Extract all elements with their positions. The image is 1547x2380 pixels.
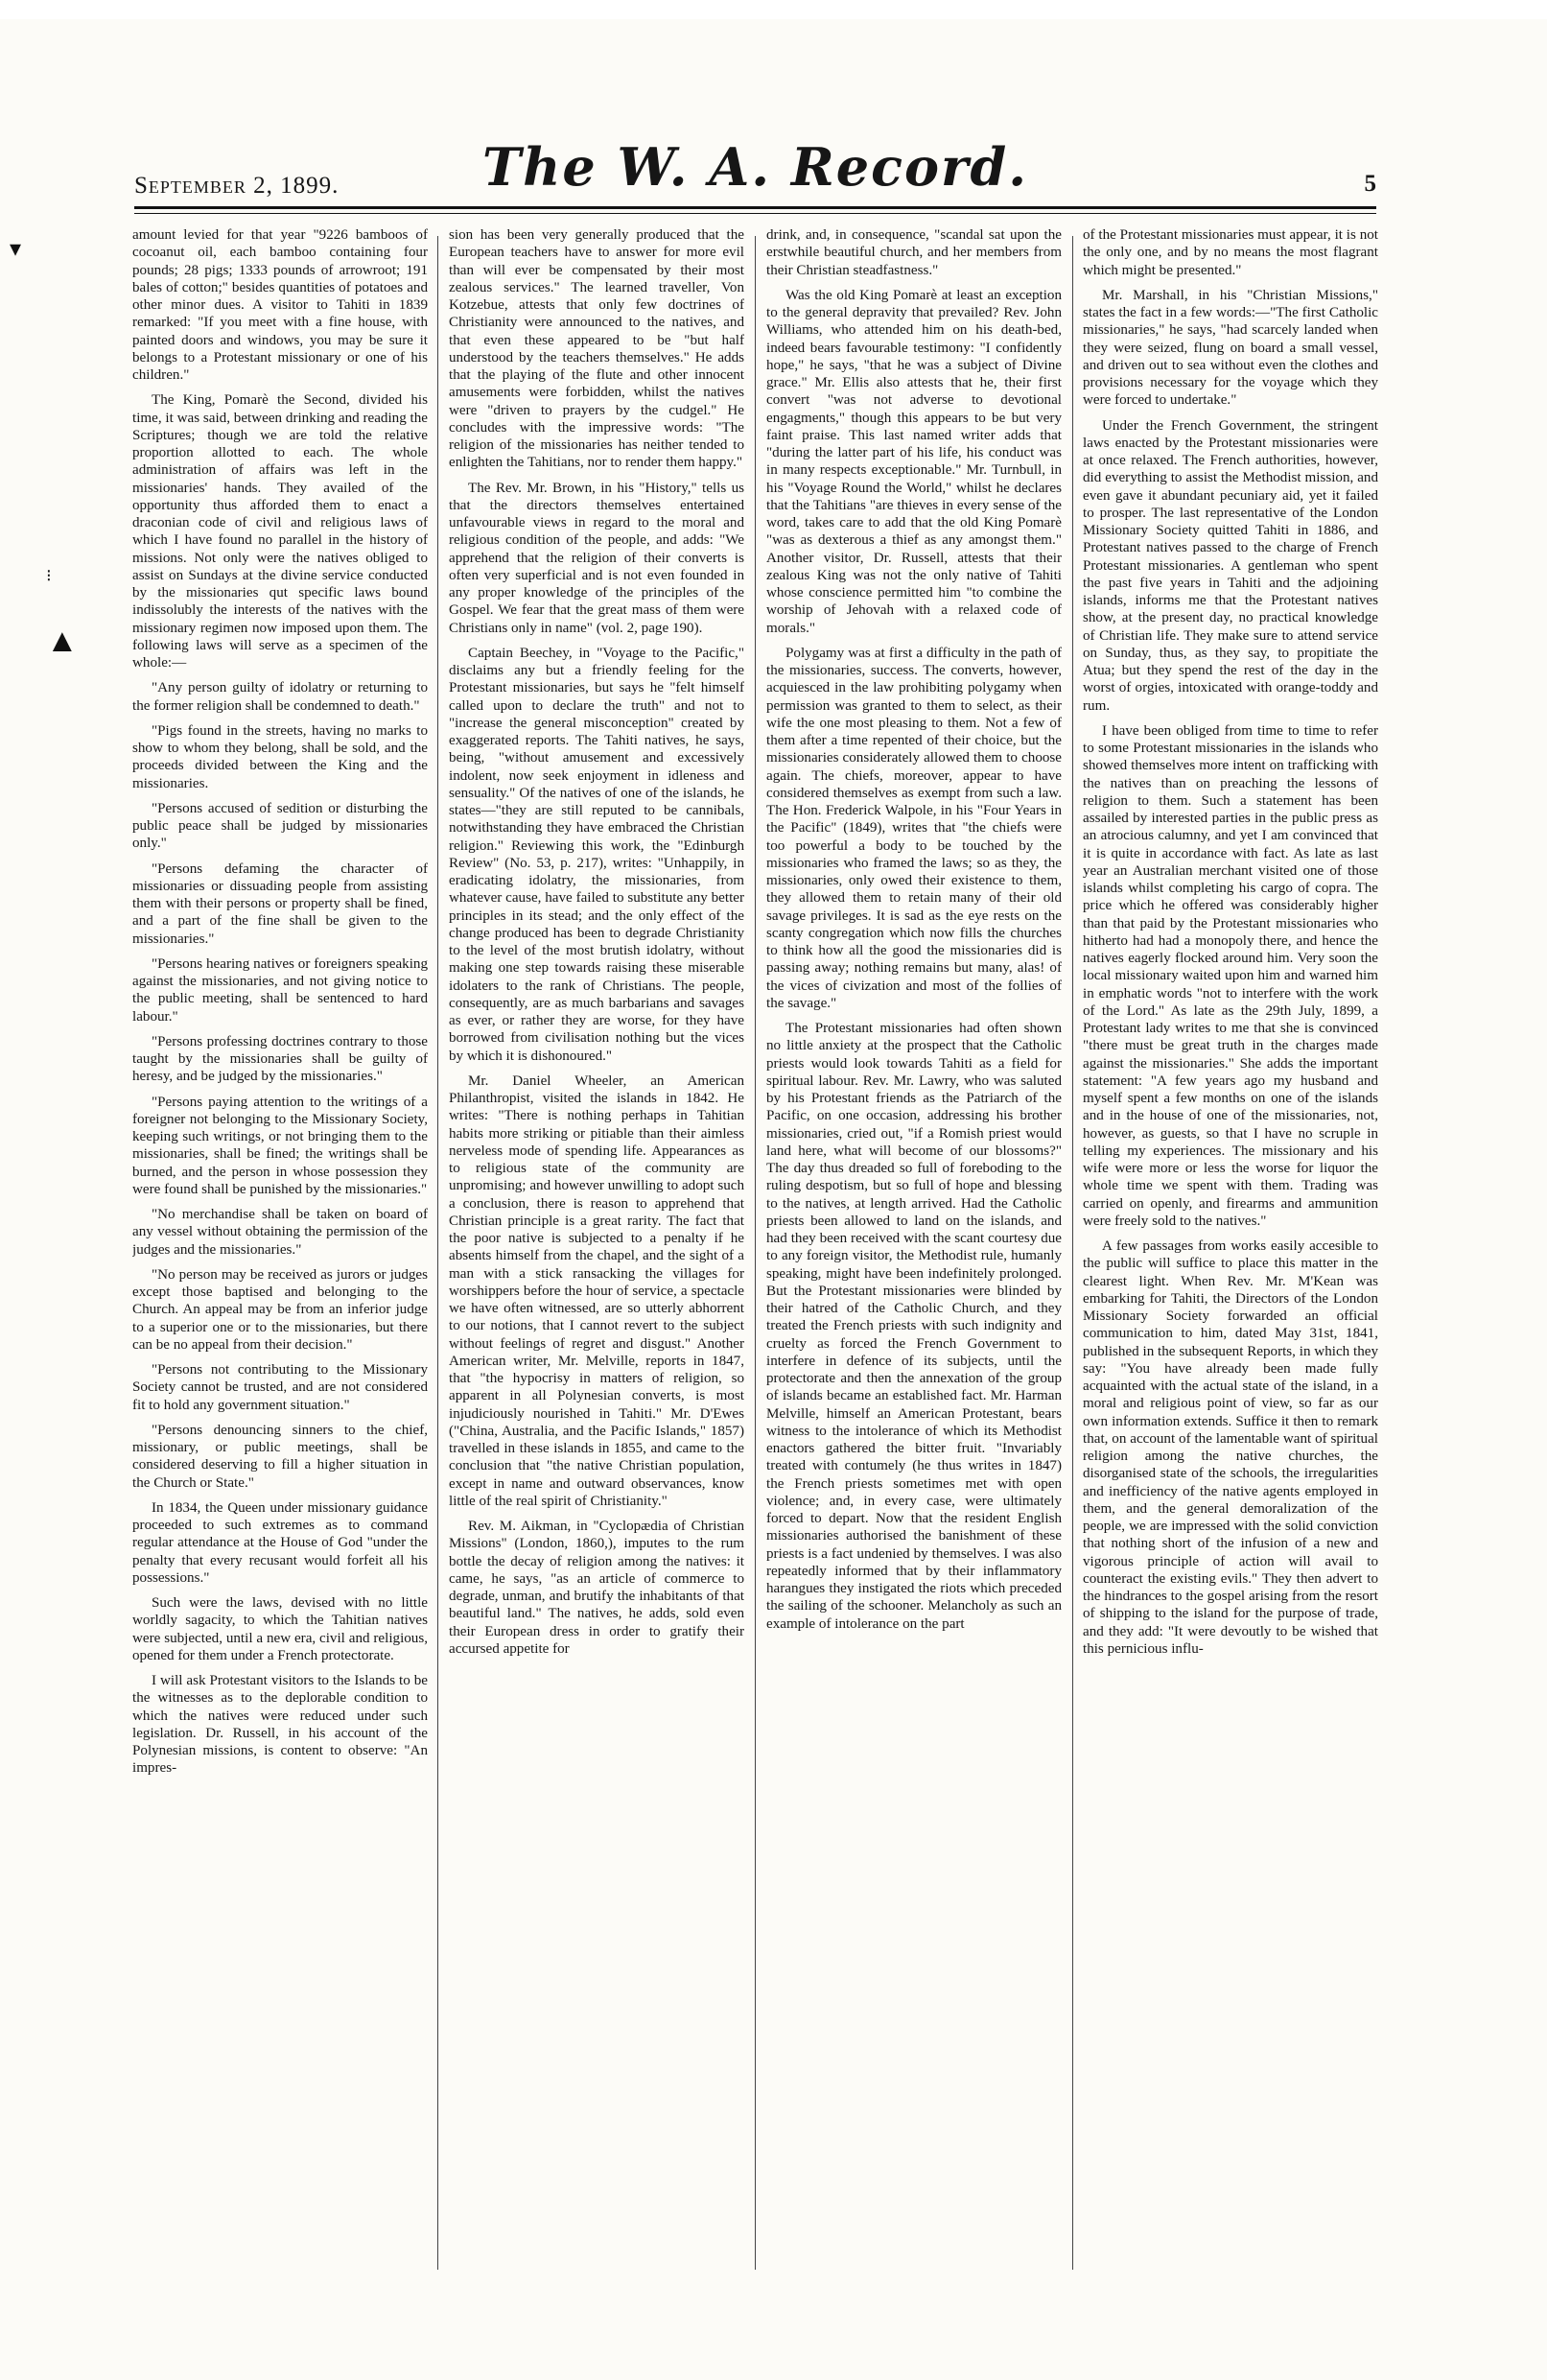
paragraph: In 1834, the Queen under missionary guidance proceeded to such extremes as to command regular attendance at the House of God "under the penalty that every recusant would forfeit all his possessions." xyxy=(132,1499,428,1586)
column-divider xyxy=(755,236,756,2270)
column-divider xyxy=(437,236,438,2270)
column-1 xyxy=(132,226,428,2289)
paragraph: The Rev. Mr. Brown, in his "History," tells us that the directors themselves entertained unfavourable views in regard to the moral and religious condition of the people, and adds: "We apprehend that the religion of their converts is often very superficial and is not even founded in any proper knowledge of the principles of the Gospel. We fear that the great mass of them were Christians only in name" (vol. 2, page 190). xyxy=(449,480,744,636)
paragraph: I will ask Protestant visitors to the Islands to be the witnesses as to the deplorable condition to which the natives were reduced under such legislation. Dr. Russell, in his account of the Polynesian missions, is content to observe: "An impres- xyxy=(132,1673,428,1777)
paragraph: The Protestant missionaries had often shown no little anxiety at the prospect that the Catholic priests would look towards Tahiti as a field for spiritual labour. Rev. Mr. Lawry, who was saluted by his Protestant friends as the Patriarch of the Pacific, on one occasion, addressing his brother missionaries, cried out, "if a Romish priest would land here, what will become of our blossoms?" The day thus dreaded so full of foreboding to the ruling despotism, but so full of hope and blessing to the natives, at length arrived. Had the Catholic priests been allowed to land on the islands, and had they been received with the scant courtesy due to any foreign visitor, the Methodist rule, humanly speaking, might have been indefinitely prolonged. But the Protestant missionaries were blinded by their hatred of the Catholic Church, and they treated the French priests with such indignity and cruelty as forced the French Government to interfere in defence of its subjects, until the protectorate and then the annexation of the group of islands became an established fact. Mr. Harman Melville, himself an American Protestant, bears witness to the intolerance of which its Methodist enactors gathered the bitter fruit. "Invariably treated with contumely (he thus writes in 1847) the French priests sometimes met with open violence; and, in every case, were ultimately forced to depart. Now that the resident English missionaries authorised the banishment of these priests is a fact undenied by themselves. I was also repeatedly informed that by their inflammatory harangues they instigated the riots which preceded the sailing of the schooner. Melancholy as such an example of intolerance on the part xyxy=(766,1021,1062,1632)
paragraph: "Persons paying attention to the writings of a foreigner not belonging to the Missionary Society, keeping such writings, or not bringing them to the missionaries, shall be fined; the writings shall be burned, and the person in whose possession they were found shall be punished by the missionaries." xyxy=(132,1094,428,1197)
column-divider xyxy=(1072,236,1073,2270)
paragraph: Such were the laws, devised with no little worldly sagacity, to which the Tahitian natives were subjected, until a new era, civil and religious, opened for them under a French protectorate. xyxy=(132,1595,428,1663)
paragraph: A few passages from works easily accesible to the public will suffice to place this matter in the clearest light. When Rev. Mr. M'Kean was embarking for Tahiti, the Directors of the London Missionary Society forwarded an official communication to him, dated May 31st, 1841, published in the subsequent Reports, in which they say: "You have already been made fully acquainted with the actual state of the island, in a moral and religious point of view, so far as our own information extends. Suffice it then to remark that, on account of the lamentable want of spiritual religion among the native churches, the disorganised state of the schools, the irregularities and inefficiency of the native agents employed in them, and the general demoralization of the people, we are impressed with the solid conviction that nothing short of the infusion of a new and vigorous principle of action will avail to counteract the existing evils." They then advert to the hindrances to the gospel arising from the resort of shipping to the island for the purpose of trade, and they add: "It were devoutly to be wished that this pernicious influ- xyxy=(1083,1238,1378,1657)
paragraph: Captain Beechey, in "Voyage to the Pacific," disclaims any but a friendly feeling for the Protestant missionaries, but says he "felt himself called upon to declare the truth" and not to "increase the general misconception" created by exaggerated reports. The Tahiti natives, he says, being, "without amusement and excessively indolent, now seek enjoyment in idleness and sensuality." Of the natives of one of the islands, he states—"they are still reputed to be cannibals, notwithstanding they have embraced the Christian religion." Reviewing this work, the "Edinburgh Review" (No. 53, p. 217), writes: "Unhappily, in eradicating idolatry, the missionaries, from whatever cause, have failed to substitute any better principles in its stead; and the only effect of the change produced has been to degrade Christianity to the level of the most brutish idolatry, without making one step towards raising these miserable idolaters to the rank of Christians. The people, consequently, are as much barbarians and savages as ever, or rather they are worse, for they have borrowed from civilisation nothing but the vices by which it is dishonoured." xyxy=(449,645,744,1064)
page-top-margin xyxy=(0,0,1547,19)
column-4 xyxy=(1083,226,1378,2289)
paragraph: Was the old King Pomarè at least an exception to the general depravity that prevailed? Rev. John Williams, who attended him on his death-bed, indeed bears favourable testimony: "I confidently hope," he says, "that he was a subject of Divine grace." Mr. Ellis also attests that he, their first convert "was not adverse to devotional engagments," though this appears to be but very faint praise. This last named writer adds that "during the latter part of his life, his conduct was in many respects exceptionable." Mr. Turnbull, in his "Voyage Round the World," whilst he declares that the Tahitians "are thieves in every sense of the word, takes care to add that the old King Pomarè "was as dexterous a thief as any amongst them." Another visitor, Dr. Russell, attests that their zealous King was not the only native of Tahiti whose conscience permitted him "to combine the worship of Jehovah with a relaxed code of morals." xyxy=(766,287,1062,636)
article-columns xyxy=(132,226,1379,2289)
paragraph: Mr. Daniel Wheeler, an American Philanthropist, visited the islands in 1842. He writes: "There is nothing perhaps in Tahitian habits more striking or pitiable than their aimless nerveless mode of spending life. Appearances as to religious state of the community are unpromising; and however unwilling to adopt such a conclusion, there is reason to apprehend that Christian principle is a great rarity. The fact that the poor native is subjected to a penalty if he absents himself from the chapel, and the sight of a man with a stick ransacking the villages for worshippers before the hour of service, a spectacle we have often witnessed, are so utterly abhorrent to our notions, that I cannot revert to the subject without feelings of regret and disgust." Another American writer, Mr. Melville, reports in 1847, that "the hypocrisy in matters of religion, so apparent in all Polynesian converts, is most injudiciously nourished in Tahiti." Mr. D'Ewes ("China, Australia, and the Pacific Islands," 1857) travelled in these islands in 1855, and came to the conclusion that "the native Christian population, except in name and outward observances, know little of the real spirit of Christianity." xyxy=(449,1072,744,1509)
header-rule xyxy=(134,206,1376,209)
masthead-title: The W. A. Record. xyxy=(481,136,1029,198)
paragraph: "Persons accused of sedition or disturbing the public peace shall be judged by missionaries only." xyxy=(132,800,428,852)
paragraph: "Persons professing doctrines contrary to those taught by the missionaries shall be guilty of heresy, and be judged by the missionaries." xyxy=(132,1033,428,1085)
margin-mark: ▲ xyxy=(46,624,79,659)
paragraph: "No person may be received as jurors or judges except those baptised and belonging to the Church. An appeal may be from an inferior judge to a superior one or to the missionaries, but there can be no appeal from their decision." xyxy=(132,1266,428,1353)
margin-mark: ⁝ xyxy=(46,566,52,585)
paragraph: "Persons not contributing to the Missionary Society cannot be trusted, and are not considered fit to hold any government situation." xyxy=(132,1362,428,1413)
paragraph: Rev. M. Aikman, in "Cyclopædia of Christian Missions" (London, 1860,), imputes to the rum bottle the decay of religion among the natives: it came, he says, "as an article of commerce to degrade, unman, and brutify the inhabitants of that beautiful land." The natives, he adds, sold even their European dress in order to gratify their accursed appetite for xyxy=(449,1519,744,1657)
paragraph: "Pigs found in the streets, having no marks to show to whom they belong, shall be sold, and the proceeds divided between the King and the missionaries. xyxy=(132,722,428,791)
header-rule-thin xyxy=(134,213,1376,214)
issue-date: September 2, 1899. xyxy=(134,173,340,199)
column-2 xyxy=(449,226,744,2289)
paragraph: Under the French Government, the stringent laws enacted by the Protestant missionaries were at once relaxed. The French authorities, however, did everything to assist the Methodist mission, and even gave it abundant pecuniary aid, yet it failed to prosper. The last representative of the London Missionary Society quitted Tahiti in 1886, and Protestant natives passed to the charge of French Protestant missionaries. A gentleman who spent the past five years in Tahiti and the adjoining islands, informs me that the Protestant natives show, at the present day, no practical knowledge of Christian life. They make sure to attend service on Sunday, thus, as they say, to propitiate the Atua; but they spend the rest of the day in the worst of orgies, intoxicated with orange-toddy and rum. xyxy=(1083,417,1378,714)
paragraph: Polygamy was at first a difficulty in the path of the missionaries, success. The converts, however, acquiesced in the law prohibiting polygamy when permission was granted to them to select, as their wife the one most pleasing to them. Not a few of them after a time repented of their choice, but the missionaries considerately allowed them to choose again. The chiefs, moreover, appear to have considered themselves as exempt from such a law. The Hon. Frederick Walpole, in his "Four Years in the Pacific" (1849), writes that "the chiefs were too powerful a body to be touched by the missionaries who framed the laws; so as they, the missionaries, only owed their existence to them, they allowed them to retain many of their old savage privileges. It is sad as the eye rests on the scanty congregation which now fills the churches to think how all the good the missionaries did is passing away; nothing remains but many, alas! of the vices of civization and most of the follies of the savage." xyxy=(766,645,1062,1011)
paragraph: The King, Pomarè the Second, divided his time, it was said, between drinking and reading the Scriptures; though we are told the relative proportion allotted to each. The whole administration of affairs was left in the missionaries' hands. They availed of the opportunity thus afforded them to enact a draconian code of civil and religious laws of which I have found no parallel in the history of missions. Not only were the natives obliged to assist on Sundays at the divine service conducted by the missionaries qut specific laws bound indissolubly the interests of the natives with the missionary regimen now imposed upon them. The following laws will serve as a specimen of the whole:— xyxy=(132,392,428,671)
paragraph: "Persons defaming the character of missionaries or dissuading people from assisting them with their persons or property shall be fined, and a part of the fine shall be given to the missionaries." xyxy=(132,860,428,947)
paragraph: drink, and, in consequence, "scandal sat upon the erstwhile beautiful church, and her members from their Christian steadfastness." xyxy=(766,227,1062,278)
paragraph: sion has been very generally produced that the European teachers have to answer for more evil than will ever be compensated by their most zealous services." The learned traveller, Von Kotzebue, attests that only few doctrines of Christianity were announced to the natives, and that even these appeared to be "but half understood by the teachers themselves." He adds that the playing of the flute and other innocent amusements were forbidden, whilst the natives were "driven to prayers by the cudgel." He concludes with the impressive words: "The religion of the missionaries has neither tended to enlighten the Tahitians, nor to render them happy." xyxy=(449,227,744,471)
paragraph: I have been obliged from time to time to refer to some Protestant missionaries in the islands who showed themselves more intent on trafficking with the natives than on preaching the lessons of religion to them. Such a statement has been assailed by interested parties in the public press as an atrocious calumny, and yet I am convinced that it is quite in accordance with fact. As late as last year an Australian merchant visited one of those islands whilst completing his cargo of copra. The price which he offered was considerably higher than that paid by the Protestant missionaries who hitherto had had a monopoly there, and hence the natives eagerly flocked around him. Very soon the local missionary waited upon him and warned him in emphatic words "not to interfere with the work of the Lord." As late as the 29th July, 1899, a Protestant lady writes to me that she is convinced "there must be great truth in the charges made against the missionaries." She adds the important statement: "A few years ago my husband and myself spent a few months on one of the islands and in the house of one of the missionaries, not, however, as guests, so that I have no scruple in telling my experiences. The missionary and his wife were more or less the worse for liquor the whole time we spent with them. Trading was carried on openly, and firearms and ammunition were freely sold to the natives." xyxy=(1083,722,1378,1229)
paragraph: "Persons hearing natives or foreigners speaking against the missionaries, and not giving notice to the public meeting, shall be sentenced to hard labour." xyxy=(132,955,428,1025)
margin-mark: ▾ xyxy=(10,237,22,262)
paragraph: amount levied for that year "9226 bamboos of cocoanut oil, each bamboo containing four pounds; 28 pigs; 1333 pounds of arrowroot; 191 bales of cotton;" besides quantities of potatoes and other minor dues. A visitor to Tahiti in 1839 remarked: "If you meet with a fine house, with painted doors and windows, you may be sure it belongs to a Protestant missionary or one of his children." xyxy=(132,227,428,383)
paragraph: "Persons denouncing sinners to the chief, missionary, or public meetings, shall be considered deserving to fill a higher situation in the Church or State." xyxy=(132,1422,428,1491)
paragraph: "Any person guilty of idolatry or returning to the former religion shall be condemned to death." xyxy=(132,680,428,714)
paragraph: of the Protestant missionaries must appear, it is not the only one, and by no means the most flagrant which might be presented." xyxy=(1083,227,1378,278)
page-header xyxy=(134,136,1376,201)
paragraph: "No merchandise shall be taken on board of any vessel without obtaining the permission of the judges and the missionaries." xyxy=(132,1207,428,1258)
paragraph: Mr. Marshall, in his "Christian Missions," states the fact in a few words:—"The first Catholic missionaries," he says, "had scarcely landed when they were seized, flung on board a small vessel, and driven out to sea without even the clothes and provisions necessary for the voyage which they were forced to undertake." xyxy=(1083,287,1378,409)
column-3 xyxy=(766,226,1062,2289)
page-number: 5 xyxy=(1364,171,1376,197)
